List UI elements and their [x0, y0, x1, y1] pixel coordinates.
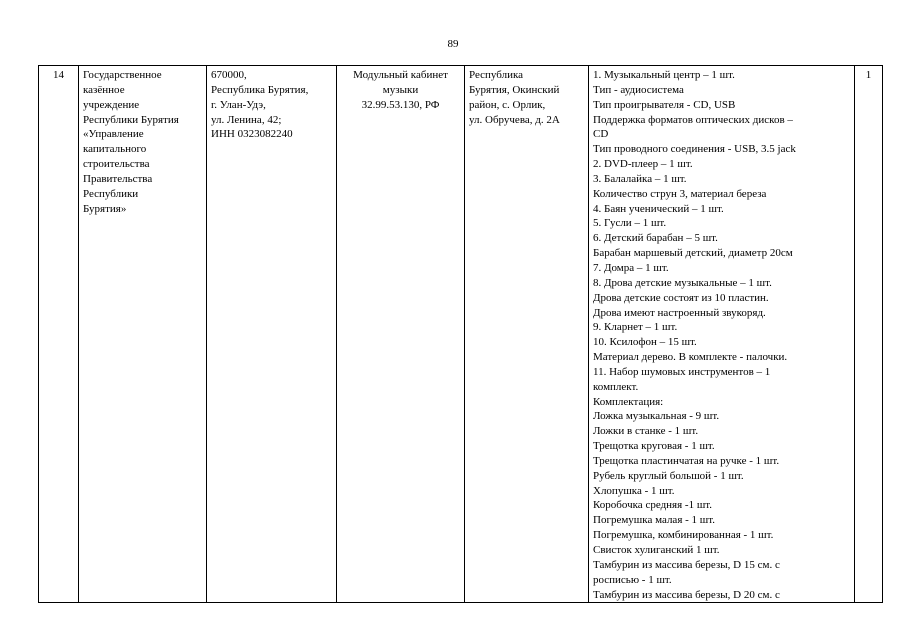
- object-name: Модульный кабинет музыки 32.99.53.130, РФ: [353, 69, 448, 111]
- specification-line: 4. Баян ученический – 1 шт.: [593, 202, 724, 215]
- specification-cell: [589, 66, 855, 603]
- address-cell: [207, 66, 337, 603]
- specification-line: Дрова имеют настроенный звукоряд.: [593, 306, 766, 319]
- specification-line: Ложка музыкальная - 9 шт.: [593, 410, 720, 423]
- row-number-cell: [39, 66, 79, 603]
- object-cell: [337, 66, 465, 603]
- specification-line: 7. Домра – 1 шт.: [593, 261, 669, 274]
- specification-line: росписью - 1 шт.: [593, 573, 672, 586]
- customer-name: Государственное казённое учреждение Республики Бурятия «Управление капитального строительства Правительства Республики Бурятия»: [83, 69, 179, 215]
- specification-line: Тамбурин из массива березы, D 20 см. с: [593, 588, 780, 601]
- specification-line: Трещотка круговая - 1 шт.: [593, 440, 715, 453]
- page-number: 89: [447, 38, 459, 50]
- specification-line: Тип проводного соединения - USB, 3.5 jack: [593, 143, 796, 156]
- customer-address: 670000, Республика Бурятия, г. Улан-Удэ, ул. Ленина, 42; ИНН 0323082240: [211, 69, 309, 141]
- specification-line: Погремушка, комбинированная - 1 шт.: [593, 529, 774, 542]
- specification-line: Хлопушка - 1 шт.: [593, 484, 675, 497]
- delivery-location: Республика Бурятия, Окинский район, с. Орлик, ул. Обручева, д. 2А: [469, 69, 560, 126]
- specification-line: Материал дерево. В комплекте - палочки.: [593, 351, 788, 364]
- specification-list: [593, 68, 850, 602]
- quantity-cell: [855, 66, 883, 603]
- specification-line: 9. Кларнет – 1 шт.: [593, 321, 678, 334]
- specification-line: Рубель круглый большой - 1 шт.: [593, 469, 744, 482]
- specification-line: 6. Детский барабан – 5 шт.: [593, 232, 718, 245]
- specification-line: 11. Набор шумовых инструментов – 1: [593, 365, 771, 378]
- specification-line: Поддержка форматов оптических дисков –: [593, 113, 793, 126]
- specification-line: 1. Музыкальный центр – 1 шт.: [593, 69, 735, 81]
- procurement-table: [38, 65, 883, 603]
- specification-line: Тамбурин из массива березы, D 15 см. с: [593, 558, 780, 571]
- specification-line: Количество струн 3, материал береза: [593, 187, 767, 200]
- customer-cell: [79, 66, 207, 603]
- quantity: 1: [865, 69, 872, 81]
- specification-line: 3. Балалайка – 1 шт.: [593, 172, 687, 185]
- specification-line: Ложки в станке - 1 шт.: [593, 425, 699, 438]
- location-cell: [465, 66, 589, 603]
- specification-line: 8. Дрова детские музыкальные – 1 шт.: [593, 276, 772, 289]
- specification-line: Коробочка средняя -1 шт.: [593, 499, 713, 512]
- specification-line: Комплектация:: [593, 395, 664, 408]
- specification-line: 5. Гусли – 1 шт.: [593, 217, 667, 230]
- specification-line: 2. DVD-плеер – 1 шт.: [593, 158, 693, 171]
- specification-line: Тип проигрывателя - CD, USB: [593, 98, 736, 111]
- row-number: 14: [53, 69, 64, 81]
- specification-line: Свисток хулиганский 1 шт.: [593, 544, 720, 556]
- specification-line: Дрова детские состоят из 10 пластин.: [593, 291, 769, 304]
- specification-line: комплект.: [593, 380, 639, 393]
- table-row: [39, 66, 883, 603]
- specification-line: Трещотка пластинчатая на ручке - 1 шт.: [593, 454, 780, 467]
- specification-line: 10. Ксилофон – 15 шт.: [593, 336, 697, 349]
- specification-line: Погремушка малая - 1 шт.: [593, 514, 715, 527]
- specification-line: Тип - аудиосистема: [593, 83, 684, 96]
- specification-line: Барабан маршевый детский, диаметр 20см: [593, 247, 793, 260]
- specification-line: CD: [593, 128, 609, 141]
